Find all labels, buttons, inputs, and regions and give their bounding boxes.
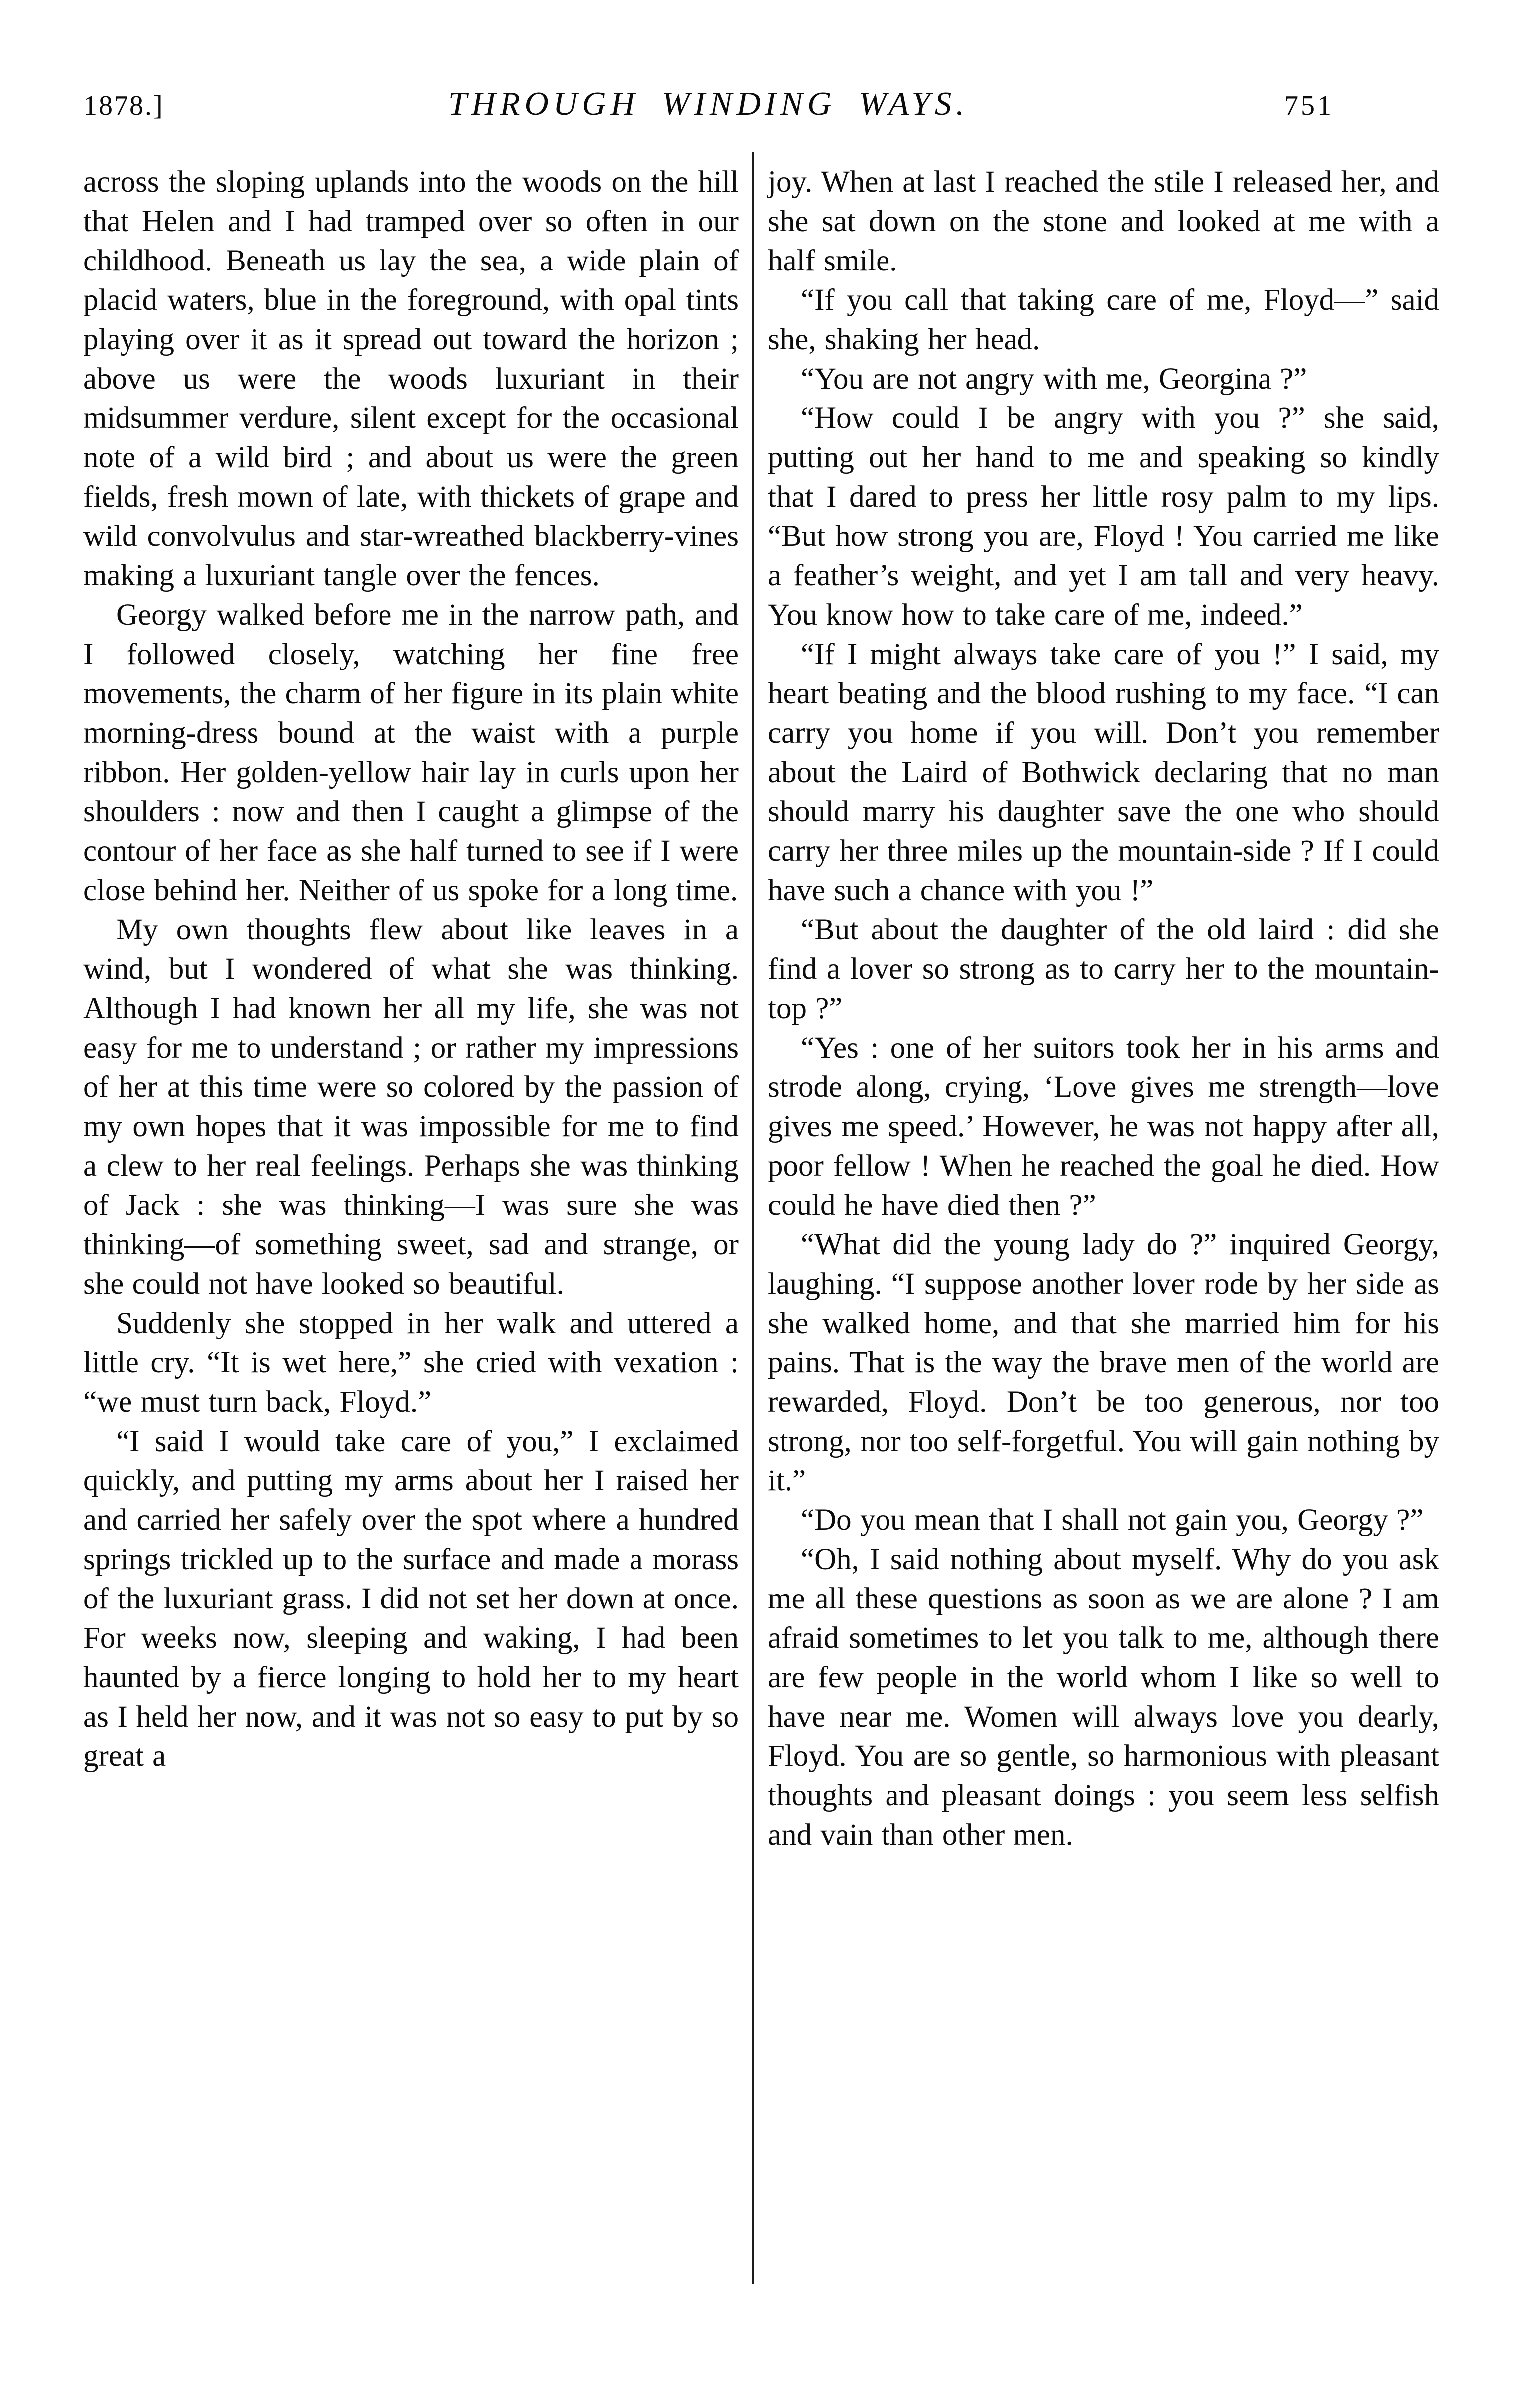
page-header [83, 85, 1334, 130]
right-column [768, 162, 1439, 1855]
page-number: 751 [1284, 90, 1334, 121]
paragraph: joy. When at last I reached the stile I released her, and she sat down on the stone and looked at me with a half smile. [768, 165, 1439, 277]
paragraph: My own thoughts flew about like leaves in a wind, but I wondered of what she was thinking. Although I had known her all my life, she was not easy for me to understand ; or rather my impressions of her at this time were so colored by the passion of my own hopes that it was impossible for me to find a clew to her real feelings. Perhaps she was thinking of Jack : she was thinking—I was sure she was thinking—of something sweet, sad and strange, or she could not have looked so beautiful. [83, 913, 739, 1301]
paragraph: across the sloping uplands into the woods on the hill that Helen and I had tramped over so often in our childhood. Beneath us lay the sea, a wide plain of placid waters, blue in the foreground, with opal tints playing over it as it spread out toward the horizon ; above us were the woods luxuriant in their midsummer verdure, silent except for the occasional note of a wild bird ; and about us were the green fields, fresh mown of late, with thickets of grape and wild convolvulus and star-wreathed blackberry-vines making a luxuriant tangle over the fences. [83, 165, 739, 592]
paragraph: “Oh, I said nothing about myself. Why do you ask me all these questions as soon as we are alone ? I am afraid sometimes to let you talk to me, although there are few people in the world whom I like so well to have near me. Women will always love you dearly, Floyd. You are so gentle, so harmonious with pleasant thoughts and pleasant doings : you seem less selfish and vain than other men. [768, 1543, 1439, 1852]
paragraph: “Do you mean that I shall not gain you, Georgy ?” [801, 1503, 1424, 1537]
left-column [83, 162, 739, 1776]
paragraph: “You are not angry with me, Georgina ?” [801, 362, 1307, 396]
edition-year: 1878.] [83, 90, 164, 121]
paragraph: Suddenly she stopped in her walk and uttered a little cry. “It is wet here,” she cried with vexation : “we must turn back, Floyd.” [83, 1307, 739, 1419]
paragraph: “If you call that taking care of me, Floyd—” said she, shaking her head. [768, 283, 1439, 356]
paragraph: “What did the young lady do ?” inquired Georgy, laughing. “I suppose another lover rode by her side as she walked home, and that she married him for his pains. That is the way the brave men of the world are rewarded, Floyd. Don’t be too generous, nor too strong, nor too self-forgetful. You will gain nothing by it.” [768, 1228, 1439, 1497]
paragraph: “But about the daughter of the old laird : did she find a lover so strong as to carry her to the mountain-top ?” [768, 913, 1439, 1025]
column-divider [752, 152, 754, 2284]
paragraph: “Yes : one of her suitors took her in his arms and strode along, crying, ‘Love gives me strength—love gives me speed.’ However, he was not happy after all, poor fellow ! When he reached the goal he died. How could he have died then ?” [768, 1031, 1439, 1222]
running-title: THROUGH WINDING WAYS. [448, 85, 969, 122]
paragraph: “I said I would take care of you,” I exclaimed quickly, and putting my arms about her I raised her and carried her safely over the spot where a hundred springs trickled up to the surface and made a morass of the luxuriant grass. I did not set her down at once. For weeks now, sleeping and waking, I had been haunted by a fierce longing to hold her to my heart as I held her now, and it was not so easy to put by so great a [83, 1425, 739, 1773]
paragraph: “If I might always take care of you !” I said, my heart beating and the blood rushing to my face. “I can carry you home if you will. Don’t you remember about the Laird of Bothwick declaring that no man should marry his daughter save the one who should carry her three miles up the mountain-side ? If I could have such a chance with you !” [768, 638, 1439, 907]
paragraph: Georgy walked before me in the narrow path, and I followed closely, watching her fine free movements, the charm of her figure in its plain white morning-dress bound at the waist with a purple ribbon. Her golden-yellow hair lay in curls upon her shoulders : now and then I caught a glimpse of the contour of her face as she half turned to see if I were close behind her. Neither of us spoke for a long time. [83, 598, 739, 907]
paragraph: “How could I be angry with you ?” she said, putting out her hand to me and speaking so kindly that I dared to press her little rosy palm to my lips. “But how strong you are, Floyd ! You carried me like a feather’s weight, and yet I am tall and very heavy. You know how to take care of me, indeed.” [768, 401, 1439, 632]
